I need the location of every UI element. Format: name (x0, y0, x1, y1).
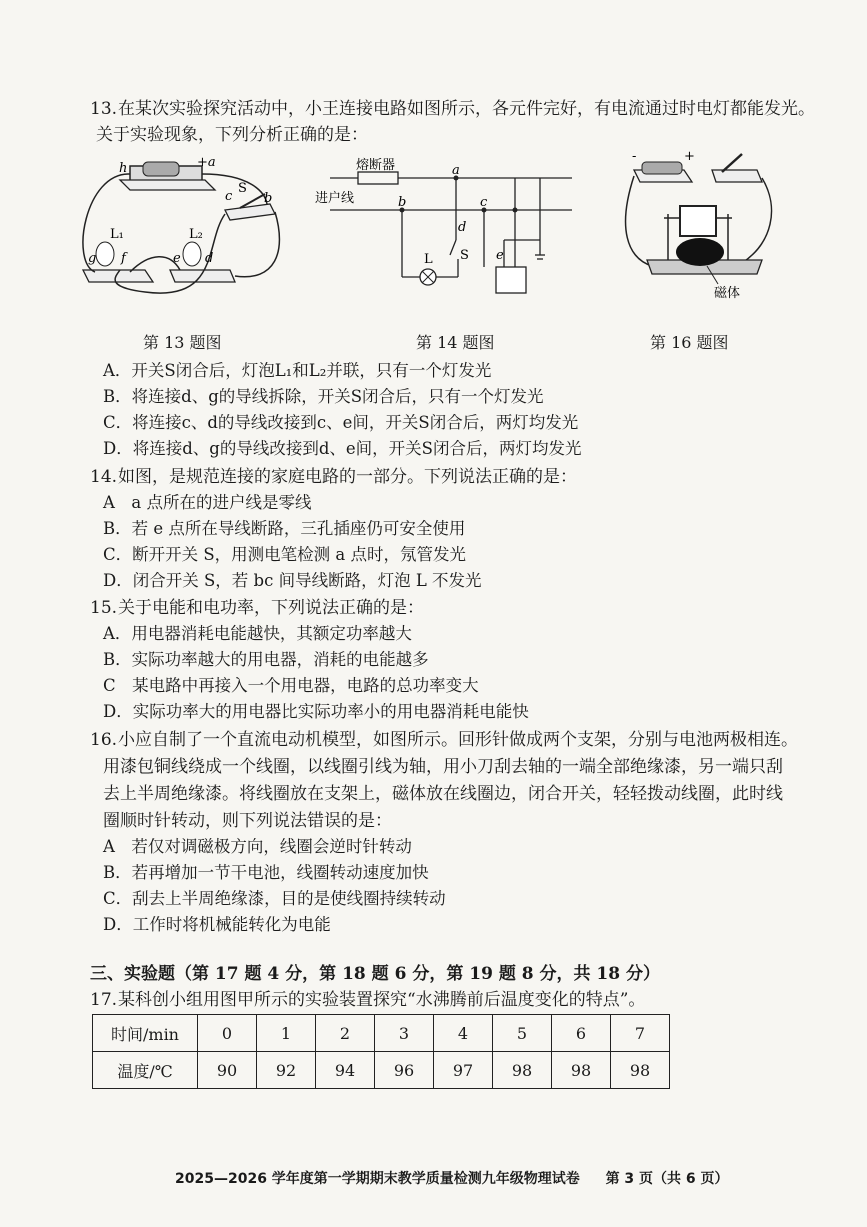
fig16-caption: 第 16 题图 (650, 333, 729, 352)
fig16-label-magnet: 磁体 (714, 286, 741, 301)
table-cell: 98 (493, 1052, 552, 1089)
fig16-label-minus: - (632, 149, 637, 164)
fig13-label-e: e (173, 251, 181, 266)
q16-stem-line2: 用漆包铜线绕成一个线圈，以线圈引线为轴，用小刀刮去轴的一端全部绝缘漆，另一端只刮 (103, 757, 783, 777)
table-cell: 90 (198, 1052, 257, 1089)
table-cell: 98 (552, 1052, 611, 1089)
q13-stem-line2: 关于实验现象，下列分析正确的是： (96, 125, 368, 145)
q13-option-d: D．将连接d、g的导线改接到d、e间，开关S闭合后，两灯均发光 (103, 439, 582, 458)
table-cell: 4 (434, 1015, 493, 1052)
fig14-label-b: b (398, 195, 407, 210)
table-cell: 96 (375, 1052, 434, 1089)
fig14-label-d: d (458, 220, 467, 235)
q14-stem: 如图，是规范连接的家庭电路的一部分。下列说法正确的是： (118, 467, 577, 487)
table-cell: 1 (257, 1015, 316, 1052)
fig13-label-c: c (225, 189, 233, 204)
fig16-label-plus: + (684, 149, 695, 164)
q16-option-a: A 若仅对调磁极方向，线圈会逆时针转动 (103, 837, 412, 856)
q13-option-b: B．将连接d、g的导线拆除，开关S闭合后，只有一个灯发光 (103, 387, 544, 406)
q15-option-b: B．实际功率越大的用电器，消耗的电能越多 (103, 650, 429, 669)
q14-number: 14. (90, 467, 118, 487)
table-cell: 7 (611, 1015, 670, 1052)
table-cell: 98 (611, 1052, 670, 1089)
table-header-temperature: 温度/℃ (93, 1052, 198, 1089)
q16-option-b: B．若再增加一节干电池，线圈转动速度加快 (103, 863, 429, 882)
q15-option-d: D．实际功率大的用电器比实际功率小的用电器消耗电能快 (103, 702, 529, 721)
q13-stem-line1: 在某次实验探究活动中，小王连接电路如图所示，各元件完好，有电流通过时电灯都能发光。 (118, 99, 815, 119)
table-cell: 94 (316, 1052, 375, 1089)
q13-option-a: A．开关S闭合后，灯泡L₁和L₂并联，只有一个灯发光 (103, 361, 492, 380)
fig13-label-b: b (264, 191, 273, 206)
fig14-label-line-in: 进户线 (315, 191, 355, 206)
footer-title: 2025—2026 学年度第一学期期末教学质量检测九年级物理试卷 (175, 1171, 580, 1187)
fig14-label-c: c (480, 195, 488, 210)
table-cell: 97 (434, 1052, 493, 1089)
footer-page-number: 第 3 页（共 6 页） (605, 1171, 729, 1187)
table-cell: 3 (375, 1015, 434, 1052)
table-cell: 2 (316, 1015, 375, 1052)
fig13-label-a: +a (197, 155, 216, 170)
fig13-label-f: f (121, 251, 126, 266)
fig13-label-d: d (205, 251, 214, 266)
q17-number: 17. (90, 990, 118, 1010)
section-3-heading: 三、实验题（第 17 题 4 分，第 18 题 6 分，第 19 题 8 分，共 18 分） (90, 964, 660, 984)
fig13-label-h: h (119, 161, 128, 176)
q15-stem: 关于电能和电功率，下列说法正确的是： (118, 598, 424, 618)
table-header-time: 时间/min (93, 1015, 198, 1052)
fig13-caption: 第 13 题图 (143, 333, 222, 352)
fig13-label-g: g (88, 251, 97, 266)
figure-14-household-circuit (310, 155, 575, 300)
table-cell: 0 (198, 1015, 257, 1052)
q13-option-c: C．将连接c、d的导线改接到c、e间，开关S闭合后，两灯均发光 (103, 413, 579, 432)
q16-stem-line1: 小应自制了一个直流电动机模型，如图所示。回形针做成两个支架，分别与电池两极相连。 (118, 730, 798, 750)
q15-option-a: A．用电器消耗电能越快，其额定功率越大 (103, 624, 412, 643)
page-footer (175, 1168, 729, 1188)
q17-data-table (92, 1014, 670, 1089)
fig13-label-L2: L₂ (189, 227, 203, 242)
q16-stem-line4: 圈顺时针转动，则下列说法错误的是： (103, 811, 392, 831)
fig14-label-a: a (452, 163, 460, 178)
table-row (93, 1015, 670, 1052)
q13-number: 13. (90, 99, 118, 119)
fig14-label-L: L (424, 252, 433, 267)
fig14-label-e: e (496, 248, 504, 263)
fig14-label-S: S (460, 248, 469, 263)
q14-option-d: D．闭合开关 S，若 bc 间导线断路，灯泡 L 不发光 (103, 571, 482, 590)
q14-option-a: A a 点所在的进户线是零线 (103, 493, 312, 512)
table-cell: 92 (257, 1052, 316, 1089)
q16-number: 16. (90, 730, 118, 750)
fig14-label-fuse: 熔断器 (356, 158, 396, 173)
q15-option-c: C 某电路中再接入一个用电器，电路的总功率变大 (103, 676, 479, 695)
q16-option-c: C．刮去上半周绝缘漆，目的是使线圈持续转动 (103, 889, 446, 908)
fig13-label-S: S (238, 181, 247, 196)
q16-stem-line3: 去上半周绝缘漆。将线圈放在支架上，磁体放在线圈边，闭合开关，轻轻拨动线圈，此时线 (103, 784, 783, 804)
table-cell: 5 (493, 1015, 552, 1052)
fig13-label-L1: L₁ (110, 227, 124, 242)
figure-16-motor (622, 148, 782, 303)
q17-stem: 某科创小组用图甲所示的实验装置探究“水沸腾前后温度变化的特点”。 (118, 990, 646, 1010)
table-row (93, 1052, 670, 1089)
q16-option-d: D．工作时将机械能转化为电能 (103, 915, 331, 934)
figure-13-circuit (75, 152, 290, 302)
q14-option-b: B．若 e 点所在导线断路，三孔插座仍可安全使用 (103, 519, 466, 538)
q15-number: 15. (90, 598, 118, 618)
q14-option-c: C．断开开关 S，用测电笔检测 a 点时，氖管发光 (103, 545, 466, 564)
table-cell: 6 (552, 1015, 611, 1052)
fig14-caption: 第 14 题图 (416, 333, 495, 352)
